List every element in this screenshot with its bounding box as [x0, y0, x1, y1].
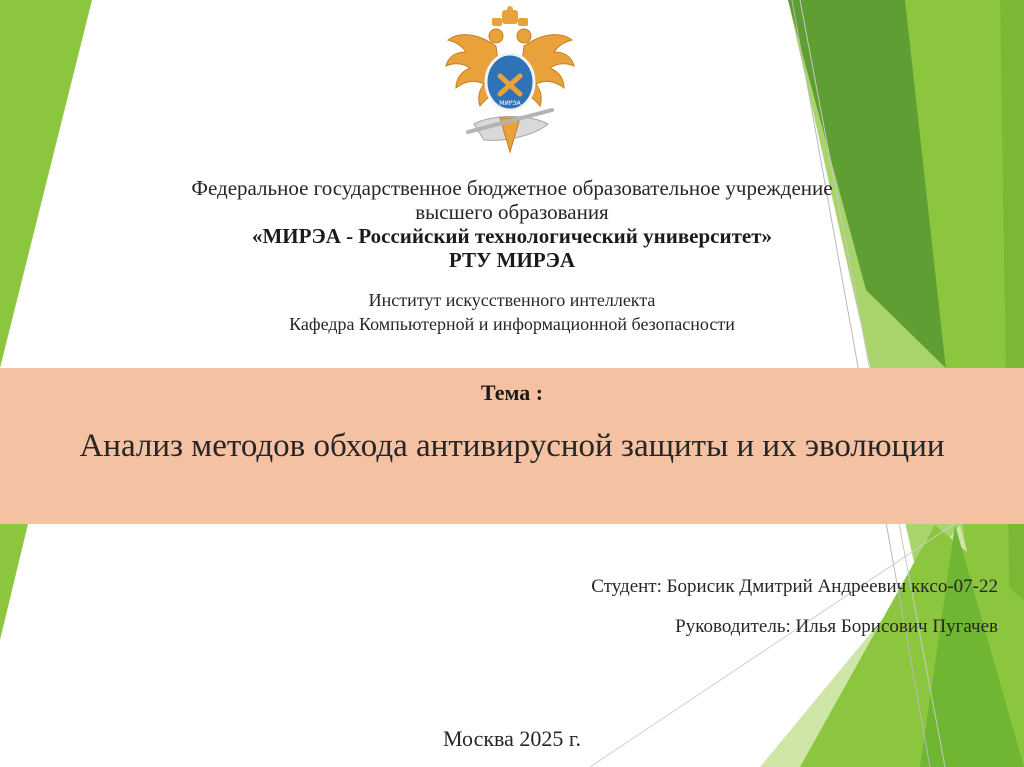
department-name: Кафедра Компьютерной и информационной безопасности [289, 314, 735, 334]
university-short-name: РТУ МИРЭА [448, 248, 576, 272]
scroll-icon [468, 110, 552, 152]
institution-block [0, 176, 1024, 272]
shield-icon [486, 54, 534, 110]
topic-label: Тема : [480, 380, 544, 405]
eagle-head-left-icon [489, 29, 503, 43]
student-line: Студент: Борисик Дмитрий Андреевич ккco-07-22 [591, 576, 998, 597]
university-name: «МИРЭА - Российский технологический университет» [251, 224, 773, 248]
institute-block [0, 288, 1024, 336]
institution-line-2: высшего образования [415, 200, 609, 224]
university-emblem [440, 6, 580, 158]
supervisor-line: Руководитель: Илья Борисович Пугачев [675, 616, 998, 637]
left-green-shape-bottom [0, 524, 28, 640]
institute-name: Институт искусственного интеллекта [368, 290, 656, 310]
city-year: Москва 2025 г. [443, 726, 581, 751]
crown-icon [492, 6, 528, 26]
emblem-text: МИРЭА [499, 100, 521, 107]
topic-title: Анализ методов обхода антивирусной защиты и их эволюции [79, 428, 945, 464]
institution-line-1: Федеральное государственное бюджетное образовательное учреждение [191, 176, 833, 200]
eagle-head-right-icon [517, 29, 531, 43]
